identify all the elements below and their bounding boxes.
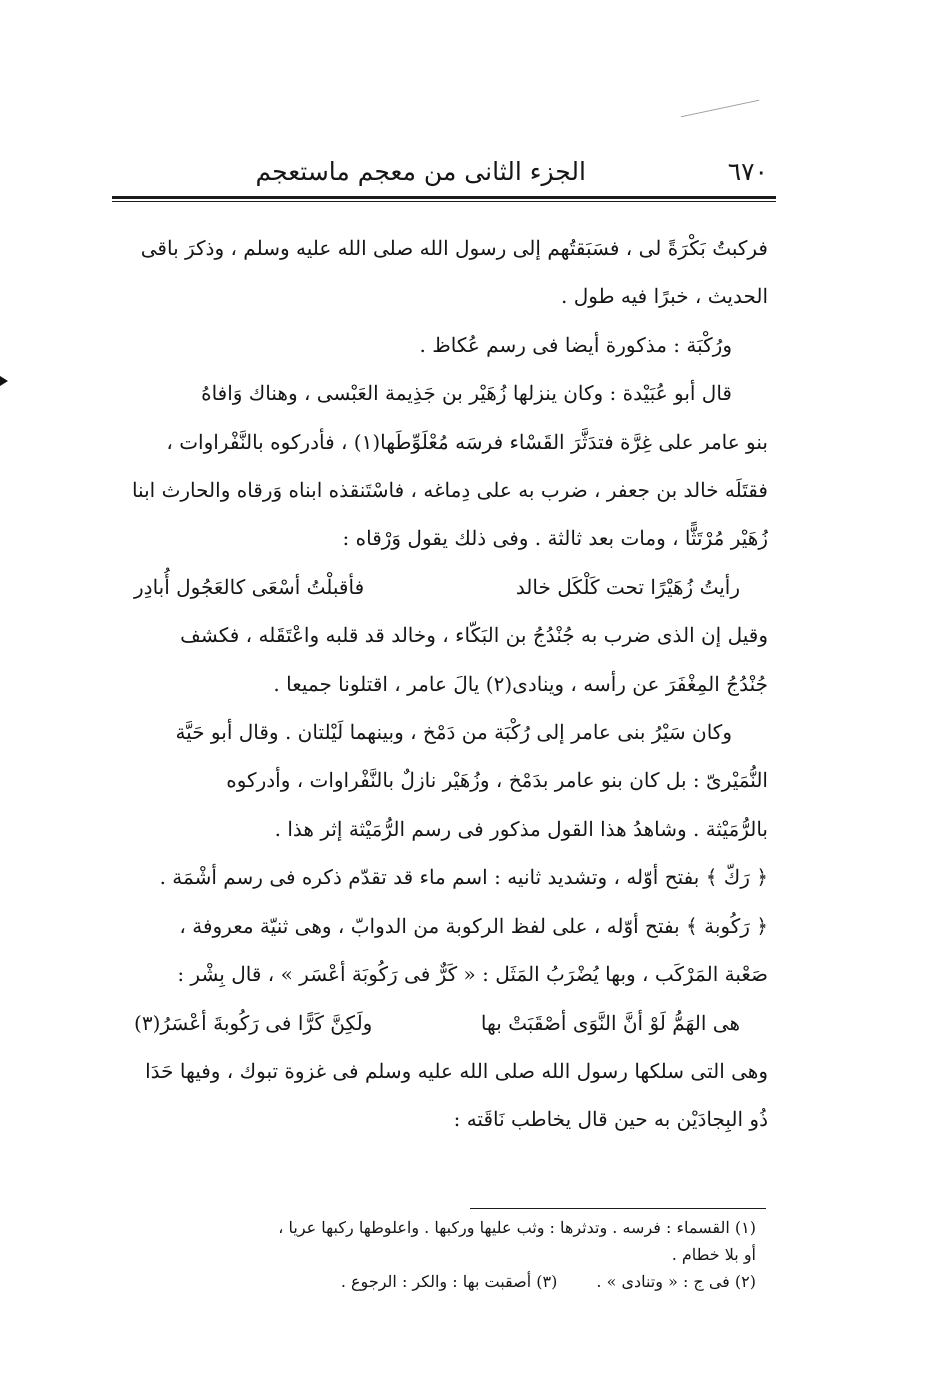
body-text <box>108 224 768 1144</box>
text-line: فقتَلَه خالد بن جعفر ، ضرب به على دِماغه ، فاسْتَنقذه ابناه وَرقاه والحارث ابنا <box>131 478 768 503</box>
margin-mark <box>0 376 8 386</box>
footnotes <box>116 1214 756 1295</box>
verse-hemistich: هى الهَمُّ لَوْ أنَّ النَّوَى أصْقَبَتْ بها <box>480 1010 740 1035</box>
verse-line <box>108 563 768 611</box>
footnote-row <box>116 1268 756 1295</box>
footnote-rule <box>470 1208 766 1209</box>
text-line: زُهَيْر مُرْتَثًّا ، ومات بعد ثالثة . وفى ذلك يقول وَرْقاه : <box>342 526 768 551</box>
entry-line: ﴿ رَكُوبة ﴾ بفتح أوّله ، على لفظ الركوبة من الدوابّ ، وهى ثنيّة معروفة ، <box>179 913 768 938</box>
verse-hemistich: فأقبلْتُ أسْعَى كالعَجُول أُبادِر <box>134 574 365 599</box>
text-line: فركبتُ بَكْرَةً لى ، فسَبَقتُهم إلى رسول الله صلى الله عليه وسلم ، وذكرَ باقى <box>140 236 768 260</box>
text-line: قال أبو عُبَيْدة : وكان ينزلها زُهَيْر بن جَذِيمة العَبْسى ، وهناك وَافاهُ <box>201 381 732 406</box>
text-line: وقيل إن الذى ضرب به جُنْدُجُ بن البَكّاء ، وخالد قد قلبه واعْتَقَله ، فكشف <box>180 623 768 648</box>
verse-hemistich: ولَكِنَّ كَرًّا فى رَكُوبةَ أعْسَرُ(٣) <box>134 1010 373 1035</box>
header-rule-thin <box>112 201 776 202</box>
text-line: بنو عامر على غِرَّة فتدَثَّرَ القَسْاء فرسَه مُعْلَوِّطَها(١) ، فأدركوه بالنَّفْراوات ، <box>166 429 768 454</box>
text-line: صَعْبة المَرْكَب ، وبها يُضْرَبُ المَثَل : « كَرٌّ فى رَكُوبَة أعْسَر » ، قال بِشْر : <box>177 962 768 987</box>
text-line: ورُكْبَة : مذكورة أيضا فى رسم عُكاظ . <box>419 332 732 357</box>
footnote: (١) القسماء : فرسه . وتدثرها : وثب عليها وركبها . واعلوطها ركبها عريا ، <box>278 1218 756 1237</box>
text-line: النُّمَيْرىّ : بل كان بنو عامر بدَمْخ ، وزُهَيْر نازلٌ بالنَّفْراوات ، وأدركوه <box>226 768 768 793</box>
verse-hemistich: رأيتُ زُهَيْرًا تحت كَلْكَل خالد <box>515 574 740 599</box>
text-line: وهى التى سلكها رسول الله صلى الله عليه وسلم فى غزوة تبوك ، وفيها حَدَا <box>145 1058 768 1083</box>
verse-line <box>108 999 768 1047</box>
page-number: ٦٧٠ <box>727 157 768 186</box>
page-header <box>112 150 776 194</box>
running-title: الجزء الثانى من معجم ماستعجم <box>255 157 586 186</box>
text-line: بالرُّمَيْثة . وشاهدُ هذا القول مذكور فى رسم الرُّمَيْثة إثر هذا . <box>274 816 768 841</box>
footnote: (٢) فى ج : « وتنادى » . <box>596 1272 756 1291</box>
text-line: ذُو البِجادَيْن به حين قال يخاطب نَاقَته : <box>453 1107 768 1132</box>
footnote-continuation: أو بلا خطام . <box>671 1245 756 1264</box>
header-rule <box>112 196 776 199</box>
pen-scratch <box>681 100 759 118</box>
text-line: وكان سَيْرُ بنى عامر إلى رُكْبَة من دَمْخ ، وبينهما لَيْلتان . وقال أبو حَيَّة <box>175 720 732 745</box>
entry-line: ﴿ رَكّ ﴾ بفتح أوّله ، وتشديد ثانيه : اسم ماء قد تقدّم ذكره فى رسم أشْمَة . <box>159 865 768 890</box>
footnote: (٣) أصقبت بها : والكر : الرجوع . <box>340 1272 558 1291</box>
text-line: جُنْدُجُ المِغْفَرَ عن رأسه ، وينادى(٢) يالَ عامر ، اقتلونا جميعا . <box>273 671 768 696</box>
text-line: الحديث ، خبرًا فيه طول . <box>561 284 768 309</box>
